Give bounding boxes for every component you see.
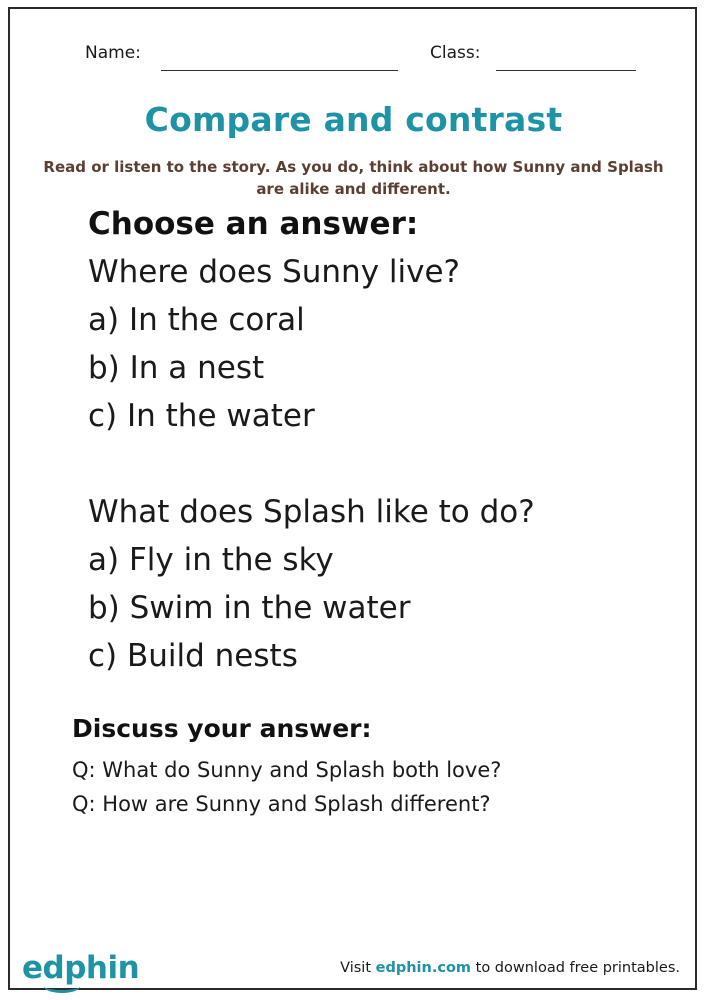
discussion-question-1: Q: What do Sunny and Splash both love?: [72, 758, 502, 782]
footer-visit-prefix: Visit: [340, 960, 376, 976]
footer-visit-suffix: to download free printables.: [471, 960, 680, 976]
question-1-option-a: a) In the coral: [88, 302, 305, 338]
class-field[interactable]: [496, 70, 636, 71]
question-1-option-c: c) In the water: [88, 398, 315, 434]
question-1: Where does Sunny live?: [88, 254, 460, 290]
question-2-option-a: a) Fly in the sky: [88, 542, 334, 578]
instructions-text: Read or listen to the story. As you do, think about how Sunny and Splash are alike and different.: [43, 158, 664, 198]
question-2-option-b: b) Swim in the water: [88, 590, 411, 626]
edphin-logo: edphin: [22, 950, 140, 986]
question-1-option-b: b) In a nest: [88, 350, 265, 386]
class-label: Class:: [430, 43, 481, 63]
logo-swoosh-icon: [44, 980, 80, 993]
name-field[interactable]: [161, 70, 398, 71]
discuss-heading: Discuss your answer:: [72, 714, 372, 743]
footer-text: [340, 960, 680, 976]
question-2-option-c: c) Build nests: [88, 638, 298, 674]
question-2: What does Splash like to do?: [88, 494, 535, 530]
discussion-question-2: Q: How are Sunny and Splash different?: [72, 792, 491, 816]
page-title: Compare and contrast: [144, 100, 563, 139]
footer-link[interactable]: edphin.com: [375, 960, 472, 976]
name-label: Name:: [85, 43, 141, 63]
choose-heading: Choose an answer:: [88, 206, 419, 242]
